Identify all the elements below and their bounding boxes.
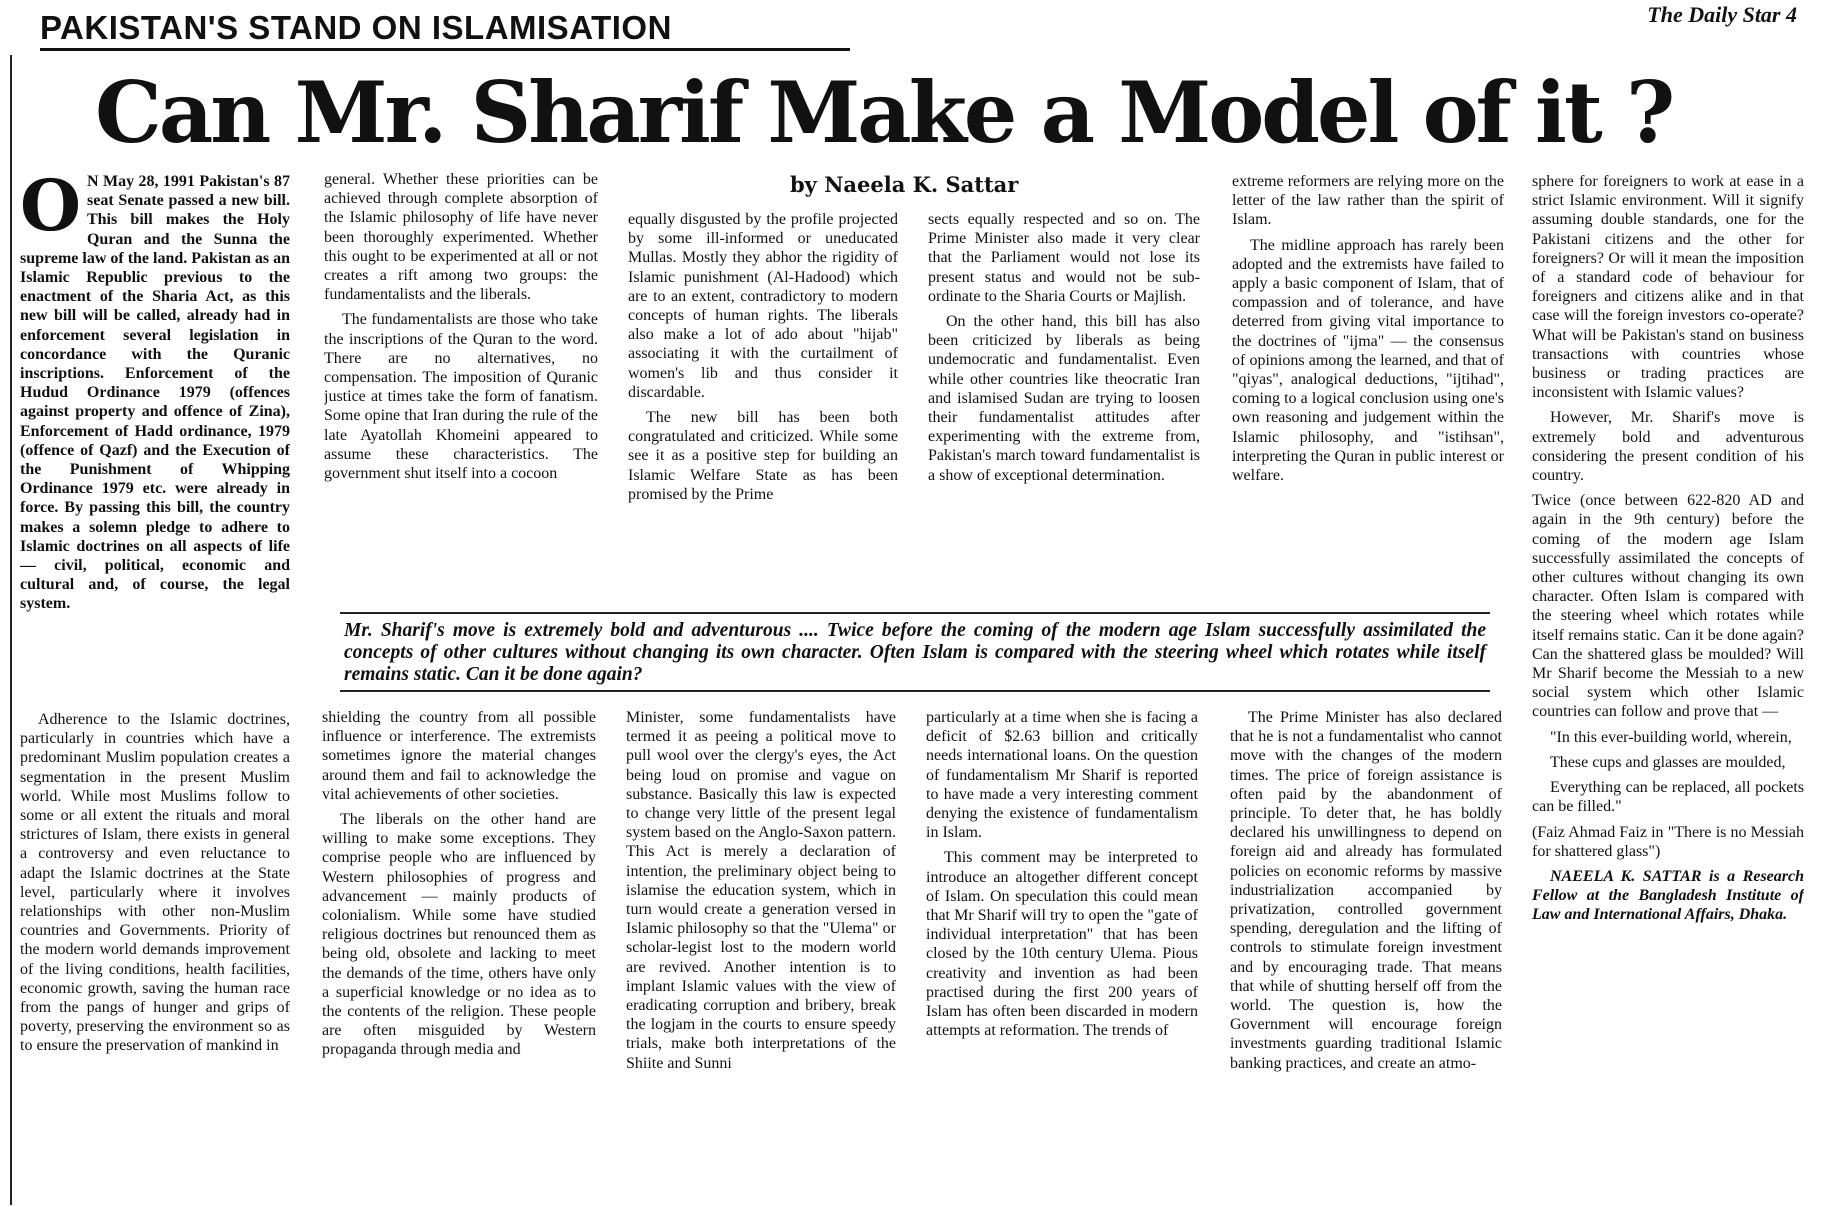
paragraph: The Prime Minister has also declared that he is not a fundamentalist who cannot move with the changes of the modern times. The price of foreign assistance is often paid by the abandonment of principle. To deter that, he has boldly declared his unwillingness to depend on foreign aid and already has formulated policies on economic reforms by massive industrialization accompanied by privatization, controlled government spending, deregulation and the lifting of controls to stimulate foreign investment and by encouraging trade. That means that while of shutting herself off from the world. The question is, how the Government will encourage foreign investments guarding traditional Islamic banking practices, and create an atmo- — [1230, 709, 1502, 1072]
column-4-bottom — [926, 708, 1198, 1200]
column-2-bottom — [322, 708, 596, 1200]
paragraph: "In this ever-building world, wherein, — [1550, 728, 1792, 746]
paragraph: particularly at a time when she is facing a deficit of $2.63 billion and critically needs international loans. On the question of fundamentalism Mr Sharif is reported to have made a very interesting comment denying the existence of fundamentalism in Islam. — [926, 709, 1198, 842]
paragraph: Minister, some fundamentalists have termed it as peeing a political move to pull wool over the clergy's eyes, the Act being loud on promise and vague on substance. Basically this law is expected to change very little of the present legal system based on the Anglo-Saxon pattern. This Act is merely a declaration of intention, the preliminary object being to islamise the education system, which in turn would create a generation versed in Islamic philosophy so that the "Ulema" or scholar-legist lost to the modern world are revived. Another intention is to implant Islamic values with the view of eradicating corruption and bribery, break the logjam in the courts to ensure speedy trials, make both interpretations of the Shiite and Sunni — [626, 709, 896, 1072]
section-kicker: PAKISTAN'S STAND ON ISLAMISATION — [40, 8, 850, 51]
paragraph: extreme reformers are relying more on the letter of the law rather than the spirit of Islam. — [1232, 173, 1504, 229]
paragraph: Adherence to the Islamic doctrines, particularly in countries which have a predominant Muslim population creates a segmentation in the present Muslim world. While most Muslims follow to some or all extent the rituals and moral strictures of Islam, there exists in general a controversy and even reluctance to adapt the Islamic doctrines at the State level, particularly where it involves relationships with other non-Muslim countries and Governments. Priority of the modern world demands improvement of the living conditions, health facilities, economic growth, saving the human race from the pangs of hunger and grips of poverty, preserving the environment so as to ensure the preservation of mankind in — [20, 711, 290, 1055]
paragraph: Everything can be replaced, all pockets can be filled." — [1532, 779, 1804, 816]
byline: by Naeela K. Sattar — [790, 172, 1019, 197]
paragraph: The fundamentalists are those who take the inscriptions of the Quran to the word. There are no alternatives, no compensation. The imposition of Quranic justice at times take the form of fanatism. Some opine that Iran during the rule of the late Ayatollah Khomeini appeared to assume these characteristics. The government shut itself into a cocoon — [324, 311, 598, 483]
drop-cap: O — [20, 172, 81, 247]
paragraph: equally disgusted by the profile projected by some ill-informed or uneducated Mullas. Mostly they abhor the rigidity of Islamic punishment (Al-Hadood) which are to an extent, contradictory to modern concepts of human rights. The liberals also make a lot of ado about "hijab" associating it with the curtailment of women's lib and thus consider it discardable. — [628, 211, 898, 401]
paragraph: These cups and glasses are moulded, — [1550, 753, 1786, 771]
column-1-bottom — [20, 710, 290, 1200]
author-bio: NAEELA K. SATTAR is a Research Fellow at the Bangladesh Institute of Law and International Affairs, Dhaka. — [1532, 867, 1804, 924]
paragraph: Twice (once between 622-820 AD and again in the 9th century) before the coming of the modern age Islam successfully assimilated the concepts of other cultures without changing its own character. Often Islam is compared with the steering wheel which rotates while itself remains static. Can it be done again? Can the shattered glass be moulded? Will Mr Sharif become the Messiah to a new social system which other Islamic countries can follow and prove that — — [1532, 492, 1804, 721]
paragraph: (Faiz Ahmad Faiz in "There is no Messiah for shattered glass") — [1532, 823, 1804, 860]
paragraph: However, Mr. Sharif's move is extremely bold and adventurous considering the present condition of his country. — [1532, 409, 1804, 485]
paragraph: The liberals on the other hand are willing to make some exceptions. They comprise people who are influenced by Western philosophies of progress and advancement — mainly products of colonialism. While some have studied religious doctrines but renounced them as being old, obsolete and lacking to meet the demands of the time, others have only a superficial knowledge or no idea as to the contents of the religion. These people are often misguided by Western propaganda through media and — [322, 811, 596, 1059]
paragraph: general. Whether these priorities can be achieved through complete absorption of the Islamic philosophy of life have never been thoroughly experimented. Whether this ought to be experimented at all or not creates a rift among two groups: the fundamentalists and the liberals. — [324, 171, 598, 304]
paragraph: The new bill has been both congratulated and criticized. While some see it as a positive step for building an Islamic Welfare State as has been promised by the Prime — [628, 409, 898, 503]
column-4-top — [928, 210, 1200, 610]
column-rule — [10, 55, 12, 1205]
pull-quote: Mr. Sharif's move is extremely bold and adventurous .... Twice before the coming of the modern age Islam successfully assimilated the concepts of other cultures without changing its own character. Often Islam is compared with the steering wheel which rotates while itself remains static. Can it be done again? — [340, 612, 1490, 692]
column-5-bottom — [1230, 708, 1502, 1200]
masthead-page-label: The Daily Star 4 — [1647, 2, 1797, 27]
paragraph: On the other hand, this bill has also been criticized by liberals as being undemocratic and fundamentalist. Even while other countries like theocratic Iran and islamised Sudan are trying to loosen their fundamentalist attitudes after experimenting with the extreme from, Pakistan's march toward fundamentalist is a show of exceptional determination. — [928, 313, 1200, 484]
column-3-top — [628, 210, 898, 610]
column-3-bottom — [626, 708, 896, 1200]
paragraph: This comment may be interpreted to introduce an altogether different concept of Islam. On speculation this could mean that Mr Sharif will try to open the "gate of individual interpretation" that has been closed by the 10th century Ulema. Pious creativity and invention as had been practised during the first 200 years of Islam has often been discarded in modern attempts at reformation. The trends of — [926, 849, 1198, 1040]
paragraph: The midline approach has rarely been adopted and the extremists have failed to apply a basic component of Islam, that of compassion and of tolerance, and have deterred from giving vital importance to the doctrines of "ijma" — the consensus of opinions among the learned, and that of "qiyas", analogical deductions, "ijtihad", coming to a logical conclusion using one's own reasoning and judgement within the Islamic philosophy, and "istihsan", interpreting the Quran in public interest or welfare. — [1232, 236, 1504, 485]
paragraph: sphere for foreigners to work at ease in a strict Islamic environment. Will it signify assuming double standards, one for the Pakistani citizens and the other for foreigners? Or will it mean the imposition of a standard code of behaviour for foreigners and citizens alike and in that case will the foreign investors co-operate? What will be Pakistan's stand on business transactions with countries whose business or trading practices are inconsistent with Islamic values? — [1532, 173, 1804, 402]
column-2-top — [324, 170, 598, 610]
paragraph: sects equally respected and so on. The Prime Minister also made it very clear that the Parliament would not lose its present status and would not be sub-ordinate to the Sharia Courts or Majlish. — [928, 211, 1200, 305]
column-1-top — [20, 172, 290, 712]
column-6 — [1532, 172, 1804, 1202]
paragraph: shielding the country from all possible influence or interference. The extremists sometimes ignore the material changes around them and fail to acknowledge the vital achievements of other societies. — [322, 709, 596, 803]
headline: Can Mr. Sharif Make a Model of it ? — [95, 63, 1673, 162]
paragraph: N May 28, 1991 Pakistan's 87 seat Senate passed a new bill. This bill makes the Holy Quran and the Sunna the supreme law of the land. Pakistan as an Islamic Republic previous to the enactment of the Sharia Act, as this new bill will be called, already had in enforcement several legislation in concordance with the Quranic inscriptions. Enforcement of the Hudud Ordinance 1979 (offences against property and offence of Zina), Enforcement of Hadd ordinance, 1979 (offence of Qazf) and the Execution of the Punishment of Whipping Ordinance 1979 etc. were already in force. By passing this bill, the country makes a solemn pledge to adhere to Islamic doctrines on all aspects of life — civil, political, economic and cultural and, of course, the legal system. — [20, 173, 290, 613]
column-5-top — [1232, 172, 1504, 610]
